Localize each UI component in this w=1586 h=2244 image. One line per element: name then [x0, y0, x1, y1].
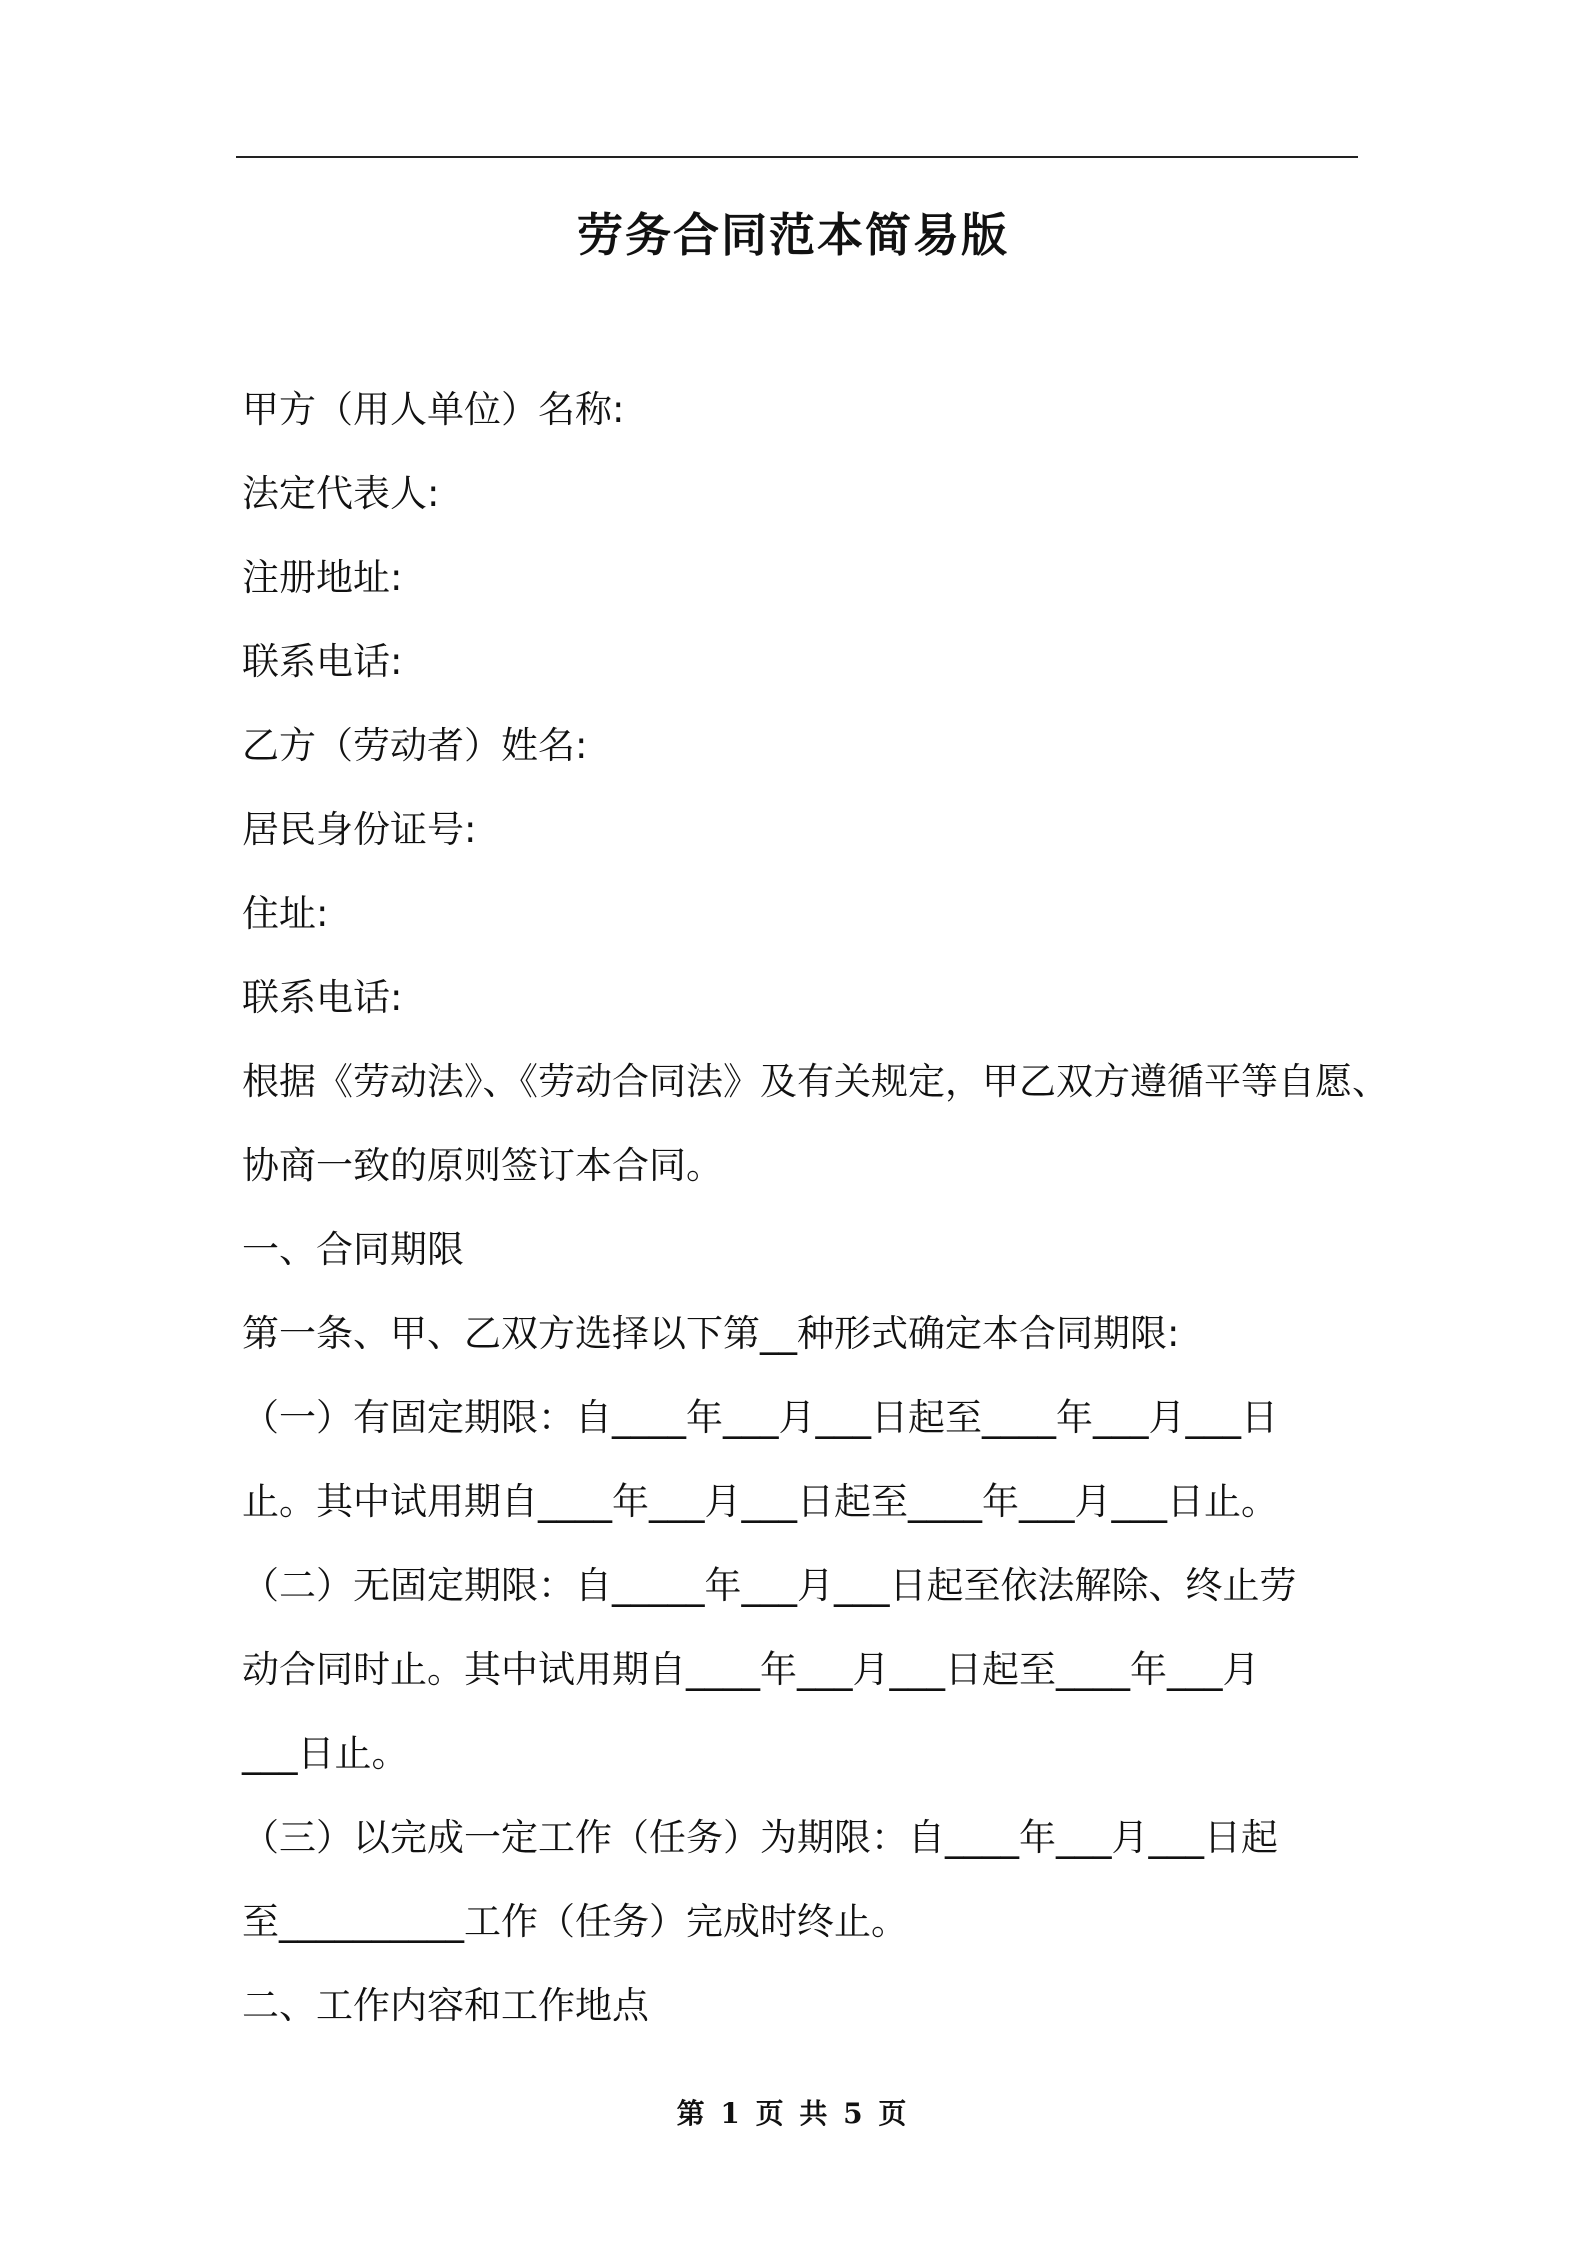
article-1-line: 第一条、甲、乙双方选择以下第__种形式确定本合同期限:	[242, 1312, 1180, 1355]
legal-representative-line: 法定代表人:	[242, 472, 440, 515]
party-b-name-line: 乙方（劳动者）姓名:	[242, 724, 588, 767]
registered-address-line: 注册地址:	[242, 556, 403, 599]
fixed-term-line-1: （一）有固定期限：自____年___月___日起至____年___月___日	[242, 1396, 1278, 1439]
party-a-phone-line: 联系电话:	[242, 640, 403, 683]
section-heading-work: 二、工作内容和工作地点	[242, 1984, 649, 2027]
header-rule	[236, 156, 1358, 158]
residence-line: 住址:	[242, 892, 329, 935]
task-term-line-2: 至__________工作（任务）完成时终止。	[242, 1900, 908, 1943]
open-term-line-1: （二）无固定期限：自_____年___月___日起至依法解除、终止劳	[242, 1564, 1297, 1607]
task-term-line-1: （三）以完成一定工作（任务）为期限：自____年___月___日起	[242, 1816, 1278, 1859]
preamble-line-2: 协商一致的原则签订本合同。	[242, 1144, 723, 1187]
document-title: 劳务合同范本简易版	[577, 208, 1009, 262]
section-heading-term: 一、合同期限	[242, 1228, 464, 1271]
open-term-line-2: 动合同时止。其中试用期自____年___月___日起至____年___月	[242, 1648, 1260, 1691]
page-number-footer: 第 1 页 共 5 页	[676, 2097, 910, 2130]
fixed-term-line-2: 止。其中试用期自____年___月___日起至____年___月___日止。	[242, 1480, 1278, 1523]
open-term-line-3: ___日止。	[242, 1732, 409, 1775]
party-b-phone-line: 联系电话:	[242, 976, 403, 1019]
preamble-line-1: 根据《劳动法》、《劳动合同法》及有关规定，甲乙双方遵循平等自愿、	[242, 1060, 1389, 1103]
id-number-line: 居民身份证号:	[242, 808, 477, 851]
contract-body	[242, 368, 1389, 2048]
party-a-name-line: 甲方（用人单位）名称:	[242, 388, 625, 431]
